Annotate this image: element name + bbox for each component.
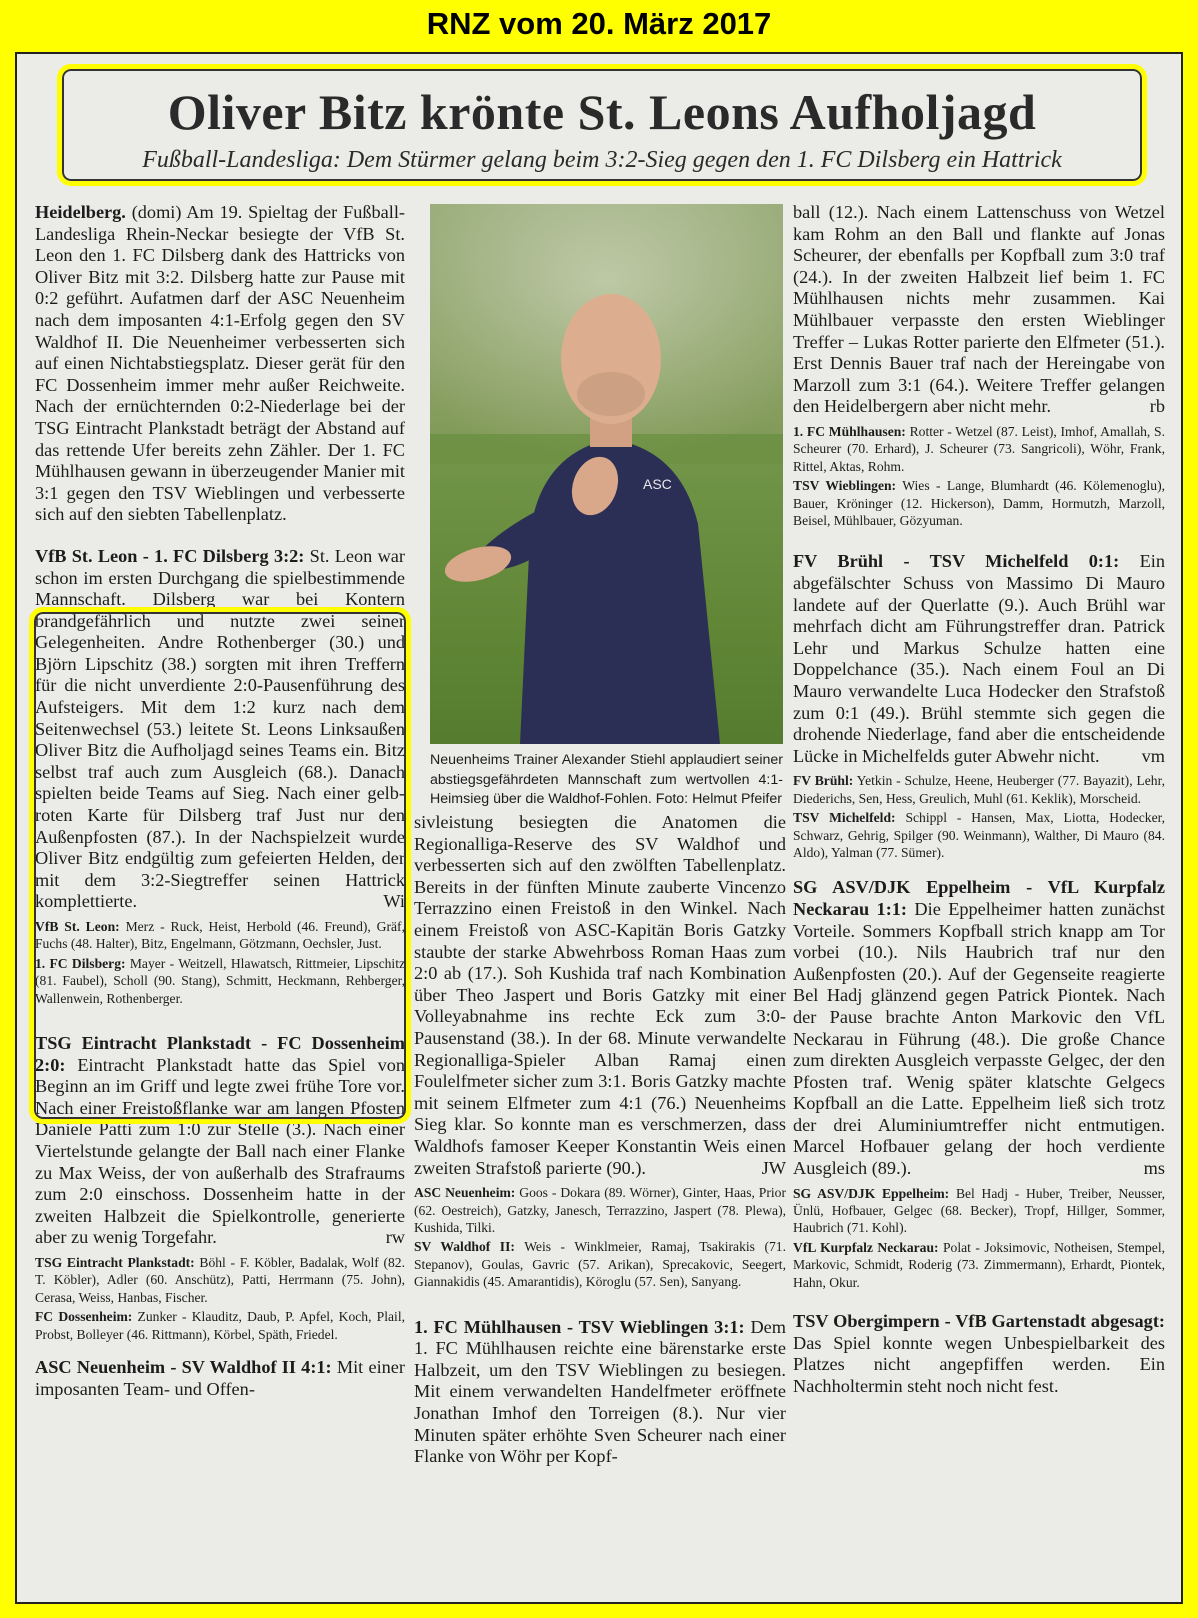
column-1	[35, 202, 405, 1400]
team-name: VfL Kurpfalz Neckarau:	[793, 1239, 939, 1255]
lineup-text: Mayer - Weitzell, Hlawatsch, Rittmeier, Lipschitz (81. Faubel), Scholl (90. Stang), Schmitt, Heckmann, Rehberger, Wallenwein, Rothenberger.	[35, 955, 405, 1006]
lineup-neckarau	[793, 1239, 1165, 1291]
newspaper-clipping	[15, 52, 1183, 1604]
lineup-eppelheim	[793, 1185, 1165, 1237]
game-report-st-leon	[35, 546, 405, 913]
subheadline: Fußball-Landesliga: Dem Stürmer gelang beim 3:2-Sieg gegen den 1. FC Dilsberg ein Hattrick	[142, 147, 1062, 173]
dateline: Heidelberg.	[35, 202, 126, 222]
lineup-text: Weis - Winklmeier, Ramaj, Tsakirakis (71. Stepanov), Goulas, Gavric (57. Arikan), Sprecakovic, Seegert, Giannakidis (45. Amarantidis), Köroglu (57. Sen), Sanyang.	[414, 1239, 786, 1290]
game-report-neuenheim-cont	[414, 812, 786, 1179]
team-name: 1. FC Dilsberg:	[35, 955, 126, 971]
game-report-obergimpern	[793, 1311, 1165, 1397]
author-sig: vm	[1141, 745, 1165, 766]
lineup-text: Polat - Joksimovic, Notheisen, Stempel, Markovic, Schmidt, Roderig (73. Zimmermann), Erhardt, Piontek, Hahn, Okur.	[793, 1239, 1166, 1290]
source-label: RNZ vom 20. März 2017	[426, 6, 772, 41]
team-name: ASC Neuenheim:	[414, 1185, 516, 1201]
headline-highlight-box	[57, 64, 1147, 186]
team-name: VfB St. Leon:	[35, 919, 120, 934]
lineup-dossenheim	[35, 1308, 405, 1343]
lineup-muehlhausen	[793, 423, 1165, 475]
author-sig: JW	[761, 1157, 786, 1178]
game-report-bruehl	[793, 551, 1165, 767]
lineup-text: Wies - Lange, Blumhardt (46. Kölemenoglu), Bauer, Kröninger (12. Hickerson), Damm, Hormutzh, Marzoll, Beisel, Mühlbauer, Gözyuman.	[793, 478, 1165, 528]
team-name: TSV Wieblingen:	[793, 478, 897, 494]
lineup-waldhof	[414, 1238, 786, 1290]
game-text: ball (12.). Nach einem Lattenschuss von Wetzel kam Rohm an den Ball und flankte auf Jonas Scheurer, der ebenfalls per Kopfball zum 3:0 traf (24.). In der zweiten Halbzeit lief beim 1. FC Mühlhausen nichts mehr zusammen. Kai Mühlbauer verpasste den ersten Wieblinger Treffer – Lukas Rotter parierte den Elfmeter (51.). Erst Dennis Bauer traf nach der Hereingabe von Marzoll zum 3:1 (64.). Weitere Treffer gelangen den Heidelbergern aber nicht mehr.	[793, 202, 1165, 417]
lineup-text: Yetkin - Schulze, Heene, Heuberger (77. Bayazit), Lehr, Diederichs, Sen, Hess, Greulich, Muhl (61. Keklik), Morscheid.	[793, 773, 1165, 806]
lineup-neuenheim	[414, 1184, 786, 1236]
game-title: TSV Obergimpern - VfB Gartenstadt abgesagt:	[793, 1311, 1165, 1332]
intro-text: (domi) Am 19. Spieltag der Fußball-Landesliga Rhein-Neckar besiegte der VfB St. Leon den 1. FC Dilsberg dank des Hattricks von Oliver Bitz mit 3:2. Dilsberg hatte zur Pause mit 0:2 geführt. Aufatmen darf der ASC Neuenheim nach dem imposanten 4:1-Erfolg gegen den SV Waldhof II. Die Neuenheimer verbesserten sich auf einen Nichtabstiegsplatz. Dieser gerät für den FC Dossenheim immer mehr außer Reichweite. Nach der ernüchternden 0:2-Niederlage bei der TSG Eintracht Plankstadt beträgt der Abstand auf das rettende Ufer bereits zehn Zähler. Der 1. FC Mühlhausen gewann in überzeugender Manier mit 3:1 gegen den TSV Wieblingen und verbesserte sich auf den siebten Tabellenplatz.	[35, 202, 405, 525]
game-title: FV Brühl - TSV Michelfeld 0:1:	[793, 551, 1120, 572]
team-name: 1. FC Mühlhausen:	[793, 423, 906, 439]
game-text: Die Eppelheimer hatten zunächst Vorteile. Sommers Kopfball strich knapp am Tor vorbei (10.). Nils Haubrich traf nur den Außenpfosten (20.). Auf der Gegenseite reagierte Bel Hadj glänzend gegen Patrick Piontek. Nach der Pause brachte Anton Markovic den VfL Neckarau in Führung (48.). Die große Chance zum direkten Ausgleich verpasste Gelgec, der den Pfosten traf. Wenig später klatschte Gelgecs Kopfball an die Latte. Eppelheim ließ sich trotz der drei Aluminiumtreffer nicht entmutigen. Marcel Hofbauer gelang der hoch verdiente Ausgleich (89.).	[793, 898, 1165, 1179]
trainer-illustration	[430, 204, 783, 744]
lineup-text: Merz - Ruck, Heist, Herbold (46. Freund), Gräf, Fuchs (48. Halter), Bitz, Engelmann, Götzmann, Oechsler, Just.	[35, 919, 405, 952]
headline: Oliver Bitz krönte St. Leons Aufholjagd	[167, 84, 1037, 140]
column-3	[793, 202, 1165, 1397]
intro-paragraph	[35, 202, 405, 526]
game-text: Eintracht Plankstadt hatte das Spiel von Beginn an im Griff und legte zwei frühe Tore vor. Nach einer Freistoßflanke war am langen Pfosten Daniele Patti zum 1:0 zur Stelle (3.). Nach einer Viertelstunde gelangte der Ball nach einer Flanke zu Max Weiss, der von außerhalb des Strafraums zum 2:0 einschoss. Dossenheim hatte in der zweiten Halbzeit die Spielkontrolle, generierte aber zu wenig Torgefahr.	[35, 1054, 406, 1248]
game-text: Ein abgefälschter Schuss von Massimo Di Mauro landete auf der Querlatte (9.). Auch Brühl war mehrfach dicht am Führungstreffer dran. Patrick Lehr und Markus Schulze hatten eine Doppelchance (35.). Nach einem Foul an Di Mauro verwandelte Luca Hodecker den Strafstoß zum 0:1 (49.). Brühl stemmte sich gegen die drohende Niederlage, fand aber die entscheidende Lücke in Michelfelds guter Abwehr nicht.	[793, 551, 1165, 766]
team-name: SG ASV/DJK Eppelheim:	[793, 1185, 950, 1201]
game-text: Dem 1. FC Mühlhausen reichte eine bärenstarke erste Halbzeit, um den TSV Wieblingen zu besiegen. Mit einem verwandelten Handelfmeter eröffnete Jonathan Imhof den Torreigen (8.). Nur vier Minuten später erhöhte Sven Scheurer nach einer Flanke von Wöhr per Kopf-	[414, 1316, 786, 1467]
lineup-text: Böhl - F. Köbler, Badalak, Wolf (82. T. Köbler), Adler (60. Anschütz), Patti, Herrmann (75. John), Cerasa, Weiss, Hanbas, Fischer.	[35, 1254, 405, 1305]
game-report-plankstadt	[35, 1033, 405, 1249]
game-text: Das Spiel konnte wegen Unbespielbarkeit des Platzes nicht angepfiffen werden. Ein Nachholtermin steht noch nicht fest.	[793, 1332, 1165, 1396]
author-sig: ms	[1143, 1158, 1165, 1179]
lineup-text: Zunker - Klauditz, Daub, P. Apfel, Koch, Plail, Probst, Bolleyer (46. Rittmann), Körbel, Späth, Friedel.	[35, 1309, 405, 1342]
column-2	[414, 812, 786, 1468]
photo-caption: Neuenheims Trainer Alexander Stiehl applaudiert seiner abstiegsgefährdeten Mannschaft zum wertvollen 4:1-Heimsieg über die Waldhof-Fohlen. Foto: Helmut Pfeifer	[430, 752, 783, 807]
lineup-plankstadt	[35, 1254, 405, 1306]
shirt-logo: ASC	[643, 476, 672, 492]
team-name: TSG Eintracht Plankstadt:	[35, 1254, 195, 1270]
trainer-photo	[430, 204, 783, 744]
game-report-eppelheim	[793, 877, 1165, 1179]
game-report-neuenheim-start	[35, 1357, 405, 1400]
game-title: 1. FC Mühlhausen - TSV Wieblingen 3:1:	[414, 1316, 745, 1337]
author-sig: rb	[1149, 396, 1165, 417]
lineup-text: Bel Hadj - Huber, Treiber, Neusser, Ünlü, Hofbauer, Gelgec (68. Becker), Tropf, Hillger, Sommer, Haubrich (71. Kohl).	[793, 1185, 1165, 1236]
game-title: TSG Eintracht Plankstadt - FC Dossenheim 2:0:	[35, 1033, 405, 1075]
lineup-bruehl	[793, 772, 1165, 807]
lineup-text: Goos - Dokara (89. Wörner), Ginter, Haas, Prior (62. Oestreich), Gatzky, Janesch, Terrazzino, Jaspert (78. Plewa), Kushida, Tilki.	[414, 1185, 786, 1235]
lineup-dilsberg	[35, 955, 405, 1007]
game-text: sivleistung besiegten die Anatomen die Regionalliga-Reserve des SV Waldhof und verbesserten sich auf den zwölften Tabellenplatz. Bereits in der fünften Minute zauberte Vincenzo Terrazzino einen Freistoß in den Winkel. Nach einem Freistoß von ASC-Kapitän Boris Gatzky staubte der starke Abwehrboss Roman Haas zum 2:0 ab (17.). Soh Kushida traf nach Kombination über Theo Jaspert und Boris Gatzky mit einer Volleyabnahme ins rechte Eck zum 3:0-Pausenstand (38.). In der 68. Minute verwandelte Regionalliga-Spieler Alban Ramaj einen Foulelfmeter sicher zum 3:1. Boris Gatzky machte mit seinem Elfmeter zum 4:1 (76.) Neuenheims Sieg klar. So konnte man es verschmerzen, dass Waldhofs famoser Keeper Konstantin Weis einen zweiten Strafstoß parierte (90.).	[414, 812, 786, 1178]
game-report-muehlhausen-start	[414, 1317, 786, 1468]
team-name: FV Brühl:	[793, 773, 854, 789]
author-sig: rw	[385, 1227, 405, 1248]
game-text: St. Leon war schon im ersten Durchgang die spielbestimmende Mannschaft. Dilsberg war bei Kontern brandgefährlich und nutzte zwei seiner Gelegenheiten. Andre Rothenberger (30.) und Björn Lipschitz (38.) sorgten mit ihren Treffern für die nicht unverdiente 2:0-Pausenführung des Aufsteigers. Mit dem 1:2 kurz nach dem Seitenwechsel (53.) leitete St. Leons Linksaußen Oliver Bitz die Aufholjagd seines Teams ein. Bitz selbst traf auch zum Ausgleich (68.). Danach spielten beide Teams auf Sieg. Nach einer gelb-roten Karte für Dilsberg traf Just nur den Außenpfosten (87.). In der Nachspielzeit wurde Oliver Bitz endgültig zum gefeierten Helden, der mit dem 3:2-Siegtreffer seinen Hattrick komplettierte.	[35, 545, 405, 912]
game-title: VfB St. Leon - 1. FC Dilsberg 3:2:	[35, 545, 305, 566]
game-report-muehlhausen-cont	[793, 202, 1165, 418]
lineup-st-leon	[35, 918, 405, 953]
team-name: FC Dossenheim:	[35, 1309, 133, 1325]
game-title: ASC Neuenheim - SV Waldhof II 4:1:	[35, 1357, 332, 1377]
game-title: SG ASV/DJK Eppelheim - VfL Kurpfalz Neckarau 1:1:	[793, 877, 1165, 919]
lineup-wieblingen	[793, 477, 1165, 529]
author-sig: Wi	[383, 891, 405, 912]
lineup-text: Schippl - Hansen, Max, Liotta, Hodecker, Schwarz, Gehrig, Spilger (90. Weinmann), Walther, Di Mauro (84. Aldo), Yalman (77. Sümer).	[793, 810, 1165, 860]
team-name: SV Waldhof II:	[414, 1239, 515, 1255]
game-text: Mit einer imposanten Team- und Offen-	[35, 1357, 405, 1399]
team-name: TSV Michelfeld:	[793, 810, 896, 826]
lineup-michelfeld	[793, 809, 1165, 861]
lineup-text: Rotter - Wetzel (87. Leist), Imhof, Amallah, S. Scheurer (70. Erhard), J. Scheurer (73. Sangricoli), Wöhr, Frank, Rittel, Aktas, Rohm.	[793, 423, 1165, 474]
